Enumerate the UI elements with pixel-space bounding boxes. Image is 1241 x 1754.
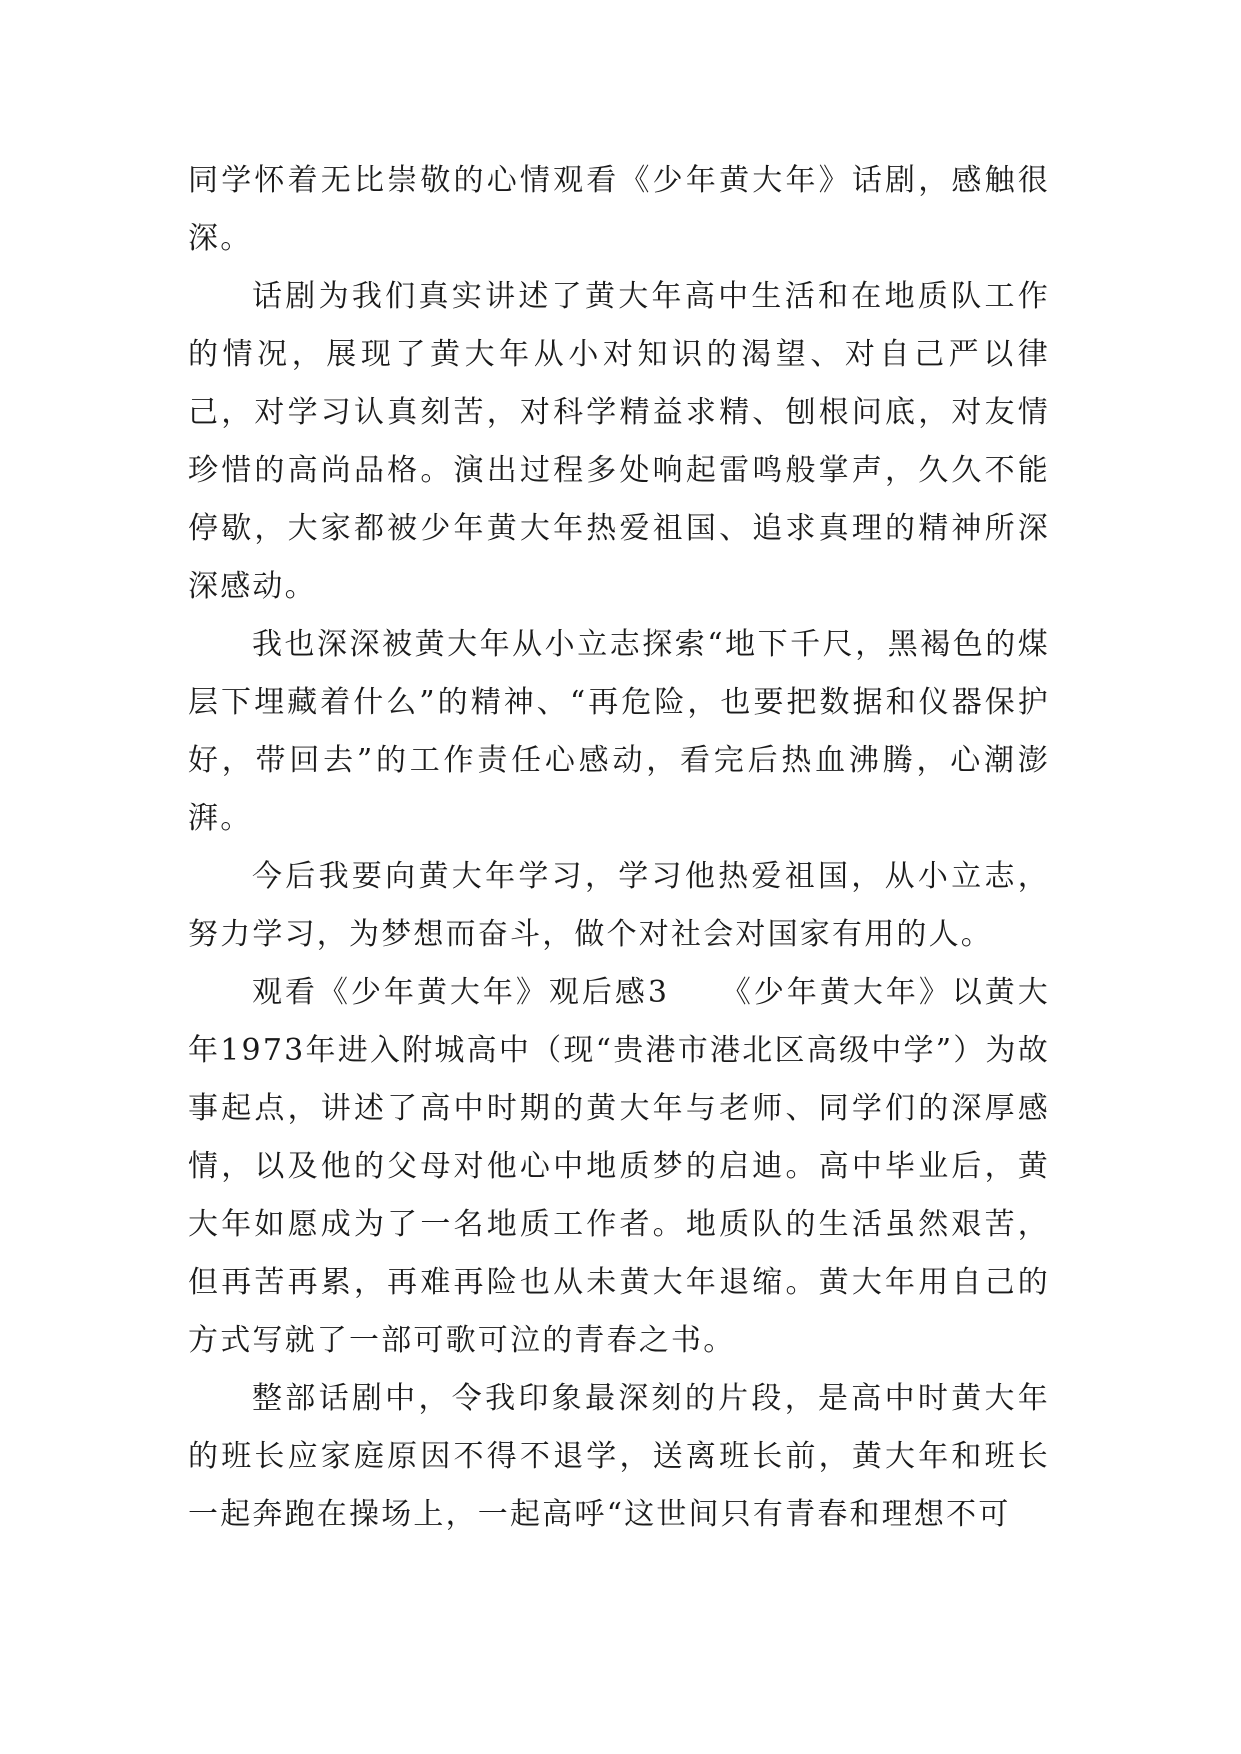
paragraph-4: 今后我要向黄大年学习，学习他热爱祖国，从小立志，努力学习，为梦想而奋斗，做个对社会对国家有用的人。 — [188, 859, 1050, 952]
paragraph-5: 观看《少年黄大年》观后感3 《少年黄大年》以黄大年1973年进入附城高中（现“贵港市港北区高级中学”）为故事起点，讲述了高中时期的黄大年与老师、同学们的深厚感情，以及他的父母对他心中地质梦的启迪。高中毕业后，黄大年如愿成为了一名地质工作者。地质队的生活虽然艰苦，但再苦再累，再难再险也从未黄大年退缩。黄大年用自己的方式写就了一部可歌可泣的青春之书。 — [188, 975, 1050, 1358]
paragraph-1: 同学怀着无比崇敬的心情观看《少年黄大年》话剧，感触很深。 — [188, 163, 1050, 256]
paragraph-3: 我也深深被黄大年从小立志探索“地下千尺，黑褐色的煤层下埋藏着什么”的精神、“再危险，也要把数据和仪器保护好，带回去”的工作责任心感动，看完后热血沸腾，心潮澎湃。 — [188, 627, 1050, 836]
document-body — [188, 152, 1050, 1544]
paragraph-2: 话剧为我们真实讲述了黄大年高中生活和在地质队工作的情况，展现了黄大年从小对知识的渴望、对自己严以律己，对学习认真刻苦，对科学精益求精、刨根问底，对友情珍惜的高尚品格。演出过程多处响起雷鸣般掌声，久久不能停歇，大家都被少年黄大年热爱祖国、追求真理的精神所深深感动。 — [188, 279, 1050, 604]
paragraph-6: 整部话剧中，令我印象最深刻的片段，是高中时黄大年的班长应家庭原因不得不退学，送离班长前，黄大年和班长一起奔跑在操场上，一起高呼“这世间只有青春和理想不可 — [188, 1381, 1050, 1532]
